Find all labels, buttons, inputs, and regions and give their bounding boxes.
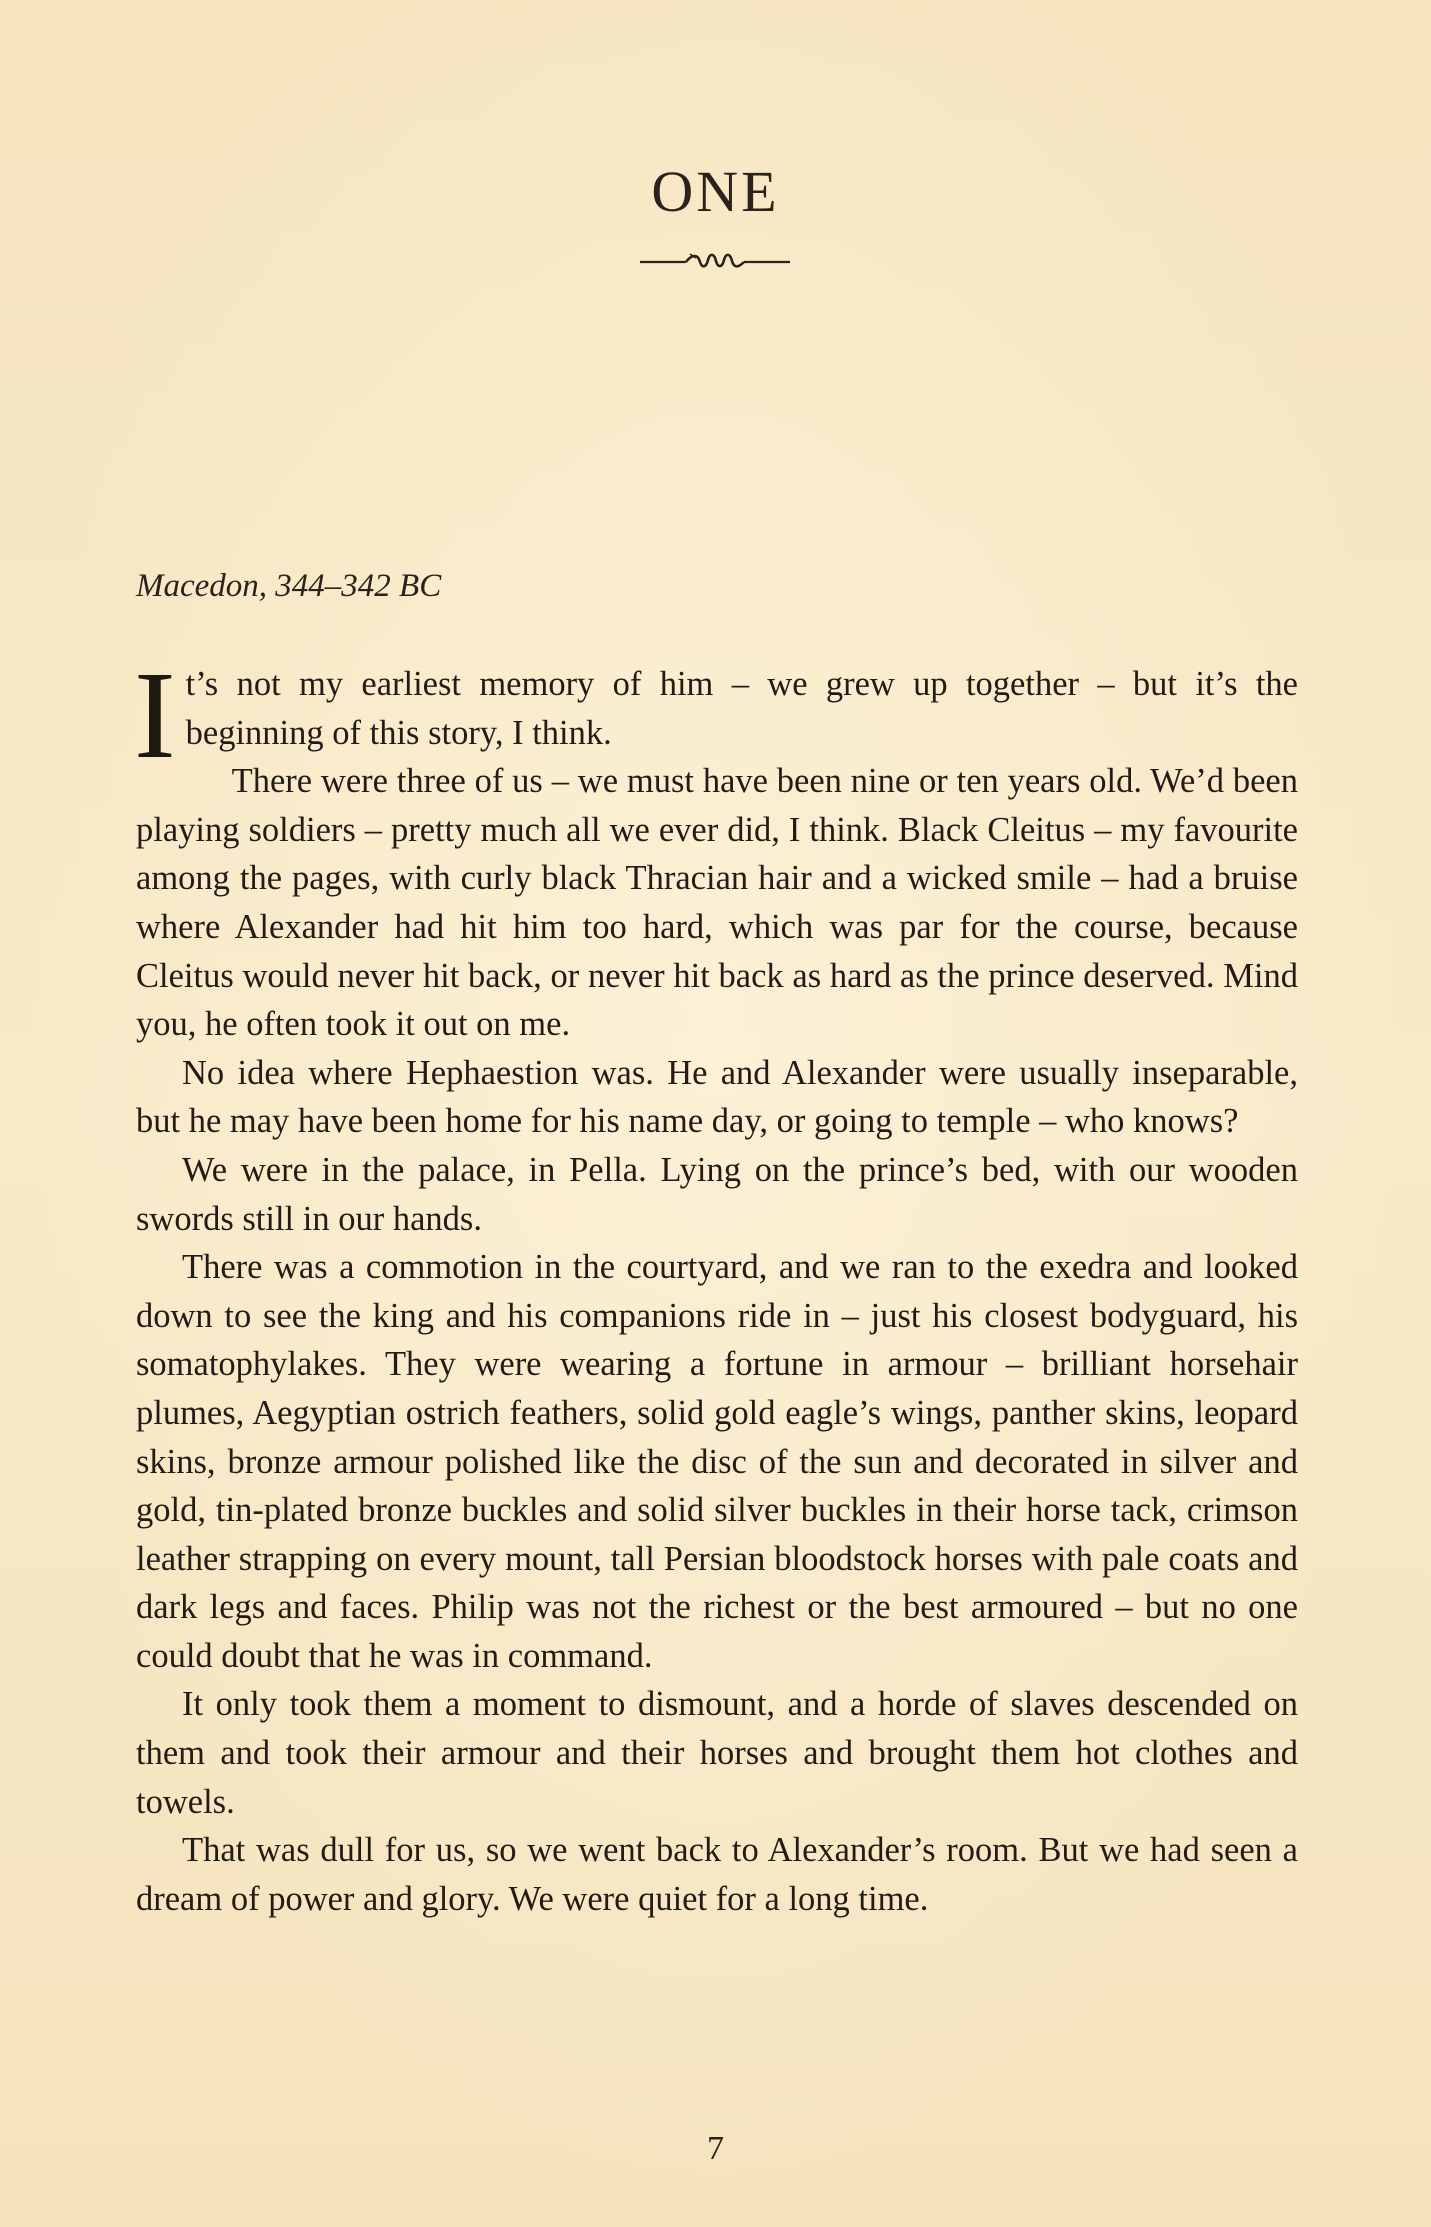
paragraph-1-text: t’s not my earliest memory of him – we grew up together – but it’s the beginning of this story, I think. — [185, 665, 1298, 752]
flourish-ornament-icon — [640, 248, 790, 272]
chapter-body — [134, 647, 1298, 1923]
paragraph-5: There was a commotion in the courtyard, and we ran to the exedra and looked down to see the king and his companions ride in – just his closest bodyguard, his somatophylakes. They were wearing a fortune in armour – brilliant horsehair plumes, Aegyptian ostrich feathers, solid gold eagle’s wings, panther skins, leopard skins, bronze armour polished like the disc of the sun and decorated in silver and gold, tin-plated bronze buckles and solid silver buckles in their horse tack, crimson leather strapping on every mount, tall Persian bloodstock horses with pale coats and dark legs and faces. Philip was not the richest or the best armoured – but no one could doubt that he was in command. — [136, 1248, 1298, 1675]
chapter-title: ONE — [651, 159, 780, 224]
paragraph-6: It only took them a moment to dismount, and a horde of slaves descended on them and took their armour and their horses and brought them hot clothes and towels. — [136, 1685, 1298, 1821]
page-number: 7 — [707, 2130, 724, 2167]
drop-cap: I — [134, 647, 176, 785]
paragraph-4: We were in the palace, in Pella. Lying on the prince’s bed, with our wooden swords still in our hands. — [136, 1150, 1298, 1238]
paragraph-2: There were three of us – we must have been nine or ten years old. We’d been playing soldiers – pretty much all we ever did, I think. Black Cleitus – my favourite among the pages, with curly black Thracian hair and a wicked smile – had a bruise where Alexander had hit him too hard, which was par for the course, because Cleitus would never hit back, or never hit back as hard as the prince deserved. Mind you, he often took it out on me. — [136, 762, 1298, 1044]
paragraph-7: That was dull for us, so we went back to Alexander’s room. But we had seen a dream of power and glory. We were quiet for a long time. — [136, 1831, 1298, 1918]
place-date-heading: Macedon, 344–342 BC — [136, 568, 442, 604]
paragraph-1 — [134, 647, 1298, 785]
paragraph-3: No idea where Hephaestion was. He and Alexander were usually inseparable, but he may have been home for his name day, or going to temple – who knows? — [136, 1053, 1298, 1141]
